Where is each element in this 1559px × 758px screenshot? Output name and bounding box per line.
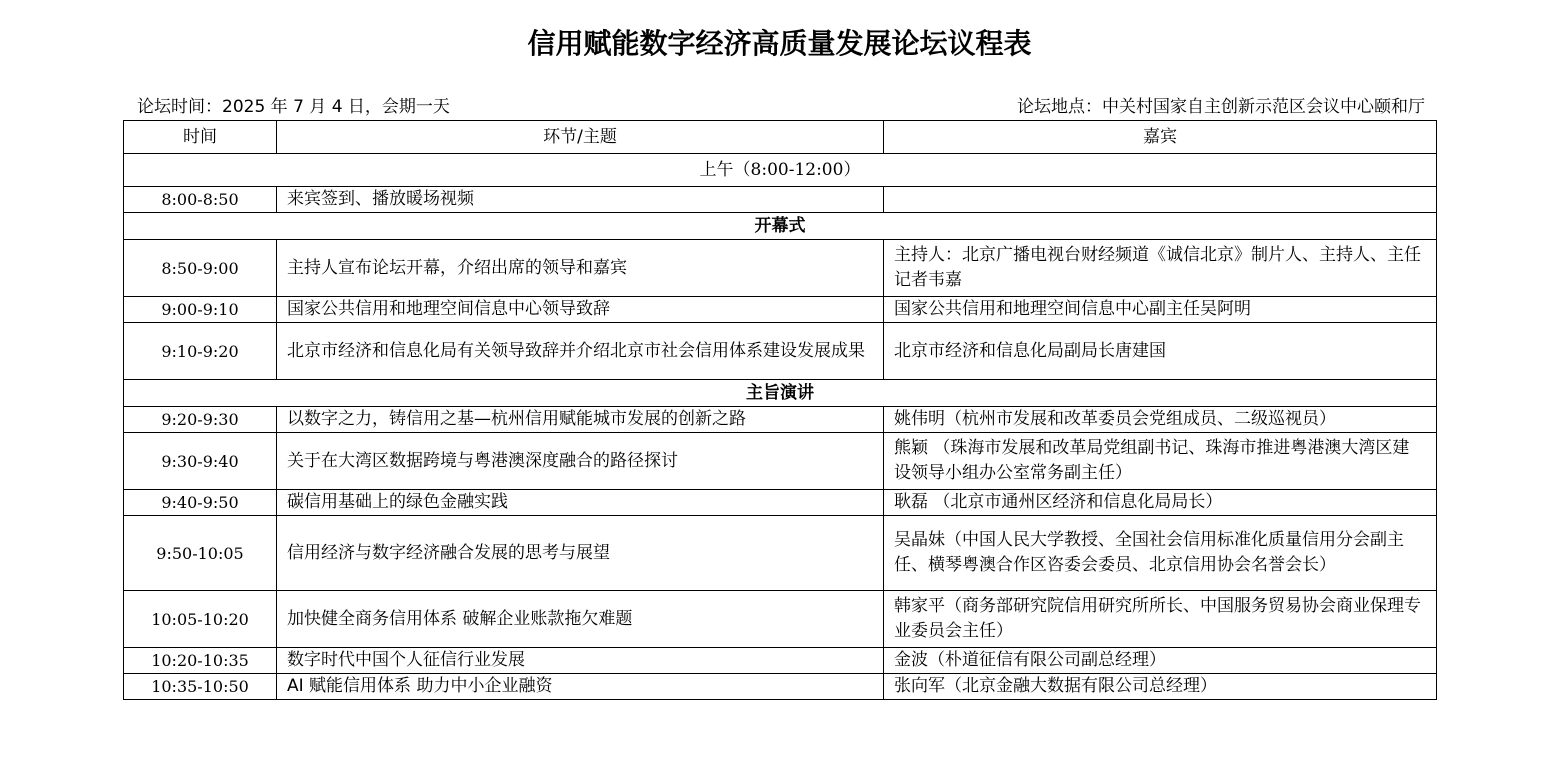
forum-time: 论坛时间：2025 年 7 月 4 日，会期一天 [137, 97, 450, 117]
row-guest: 主持人：北京广播电视台财经频道《诚信北京》制片人、主持人、主任记者韦嘉 [884, 240, 1437, 297]
document-title: 信用赋能数字经济高质量发展论坛议程表 [527, 27, 1032, 60]
header-row [124, 121, 1437, 154]
row-guest: 吴晶妹（中国人民大学教授、全国社会信用标准化质量信用分会副主任、横琴粤澳合作区咨委会委员、北京信用协会名誉会长） [884, 516, 1437, 591]
table-row [124, 490, 1437, 516]
row-topic: 信用经济与数字经济融合发展的思考与展望 [277, 516, 884, 591]
section-row-keynote [124, 380, 1437, 407]
agenda-table [123, 120, 1437, 700]
table-row [124, 648, 1437, 674]
row-topic: 加快健全商务信用体系 破解企业账款拖欠难题 [277, 591, 884, 648]
table-row [124, 240, 1437, 297]
row-topic: AI 赋能信用体系 助力中小企业融资 [277, 674, 884, 700]
table-row [124, 323, 1437, 380]
row-topic: 北京市经济和信息化局有关领导致辞并介绍北京市社会信用体系建设发展成果 [277, 323, 884, 380]
row-time: 8:00-8:50 [124, 187, 277, 213]
section-row-morning [124, 154, 1437, 187]
table-row [124, 297, 1437, 323]
row-time: 9:20-9:30 [124, 407, 277, 433]
forum-venue: 论坛地点：中关村国家自主创新示范区会议中心颐和厅 [1017, 97, 1425, 117]
row-time: 10:05-10:20 [124, 591, 277, 648]
row-time: 9:10-9:20 [124, 323, 277, 380]
row-guest: 韩家平（商务部研究院信用研究所所长、中国服务贸易协会商业保理专业委员会主任） [884, 591, 1437, 648]
row-guest: 张向军（北京金融大数据有限公司总经理） [884, 674, 1437, 700]
section-opening: 开幕式 [124, 213, 1437, 240]
table-row [124, 407, 1437, 433]
row-topic: 来宾签到、播放暖场视频 [277, 187, 884, 213]
row-guest: 姚伟明（杭州市发展和改革委员会党组成员、二级巡视员） [884, 407, 1437, 433]
row-guest [884, 187, 1437, 213]
table-row [124, 433, 1437, 490]
row-guest: 耿磊 （北京市通州区经济和信息化局局长） [884, 490, 1437, 516]
row-topic: 数字时代中国个人征信行业发展 [277, 648, 884, 674]
row-topic: 以数字之力，铸信用之基—杭州信用赋能城市发展的创新之路 [277, 407, 884, 433]
row-time: 8:50-9:00 [124, 240, 277, 297]
table-row [124, 674, 1437, 700]
section-row-opening [124, 213, 1437, 240]
row-topic: 关于在大湾区数据跨境与粤港澳深度融合的路径探讨 [277, 433, 884, 490]
table-row [124, 516, 1437, 591]
row-topic: 碳信用基础上的绿色金融实践 [277, 490, 884, 516]
row-time: 9:30-9:40 [124, 433, 277, 490]
row-guest: 北京市经济和信息化局副局长唐建国 [884, 323, 1437, 380]
header-guest: 嘉宾 [884, 121, 1437, 154]
section-morning: 上午（8:00-12:00） [124, 154, 1437, 187]
row-time: 9:50-10:05 [124, 516, 277, 591]
table-row [124, 591, 1437, 648]
row-guest: 金波（朴道征信有限公司副总经理） [884, 648, 1437, 674]
table-row [124, 187, 1437, 213]
row-time: 10:20-10:35 [124, 648, 277, 674]
row-time: 10:35-10:50 [124, 674, 277, 700]
row-topic: 主持人宣布论坛开幕，介绍出席的领导和嘉宾 [277, 240, 884, 297]
row-topic: 国家公共信用和地理空间信息中心领导致辞 [277, 297, 884, 323]
row-time: 9:00-9:10 [124, 297, 277, 323]
header-time: 时间 [124, 121, 277, 154]
section-keynote: 主旨演讲 [124, 380, 1437, 407]
row-time: 9:40-9:50 [124, 490, 277, 516]
row-guest: 国家公共信用和地理空间信息中心副主任吴阿明 [884, 297, 1437, 323]
header-topic: 环节/主题 [277, 121, 884, 154]
row-guest: 熊颖 （珠海市发展和改革局党组副书记、珠海市推进粤港澳大湾区建设领导小组办公室常务副主任） [884, 433, 1437, 490]
